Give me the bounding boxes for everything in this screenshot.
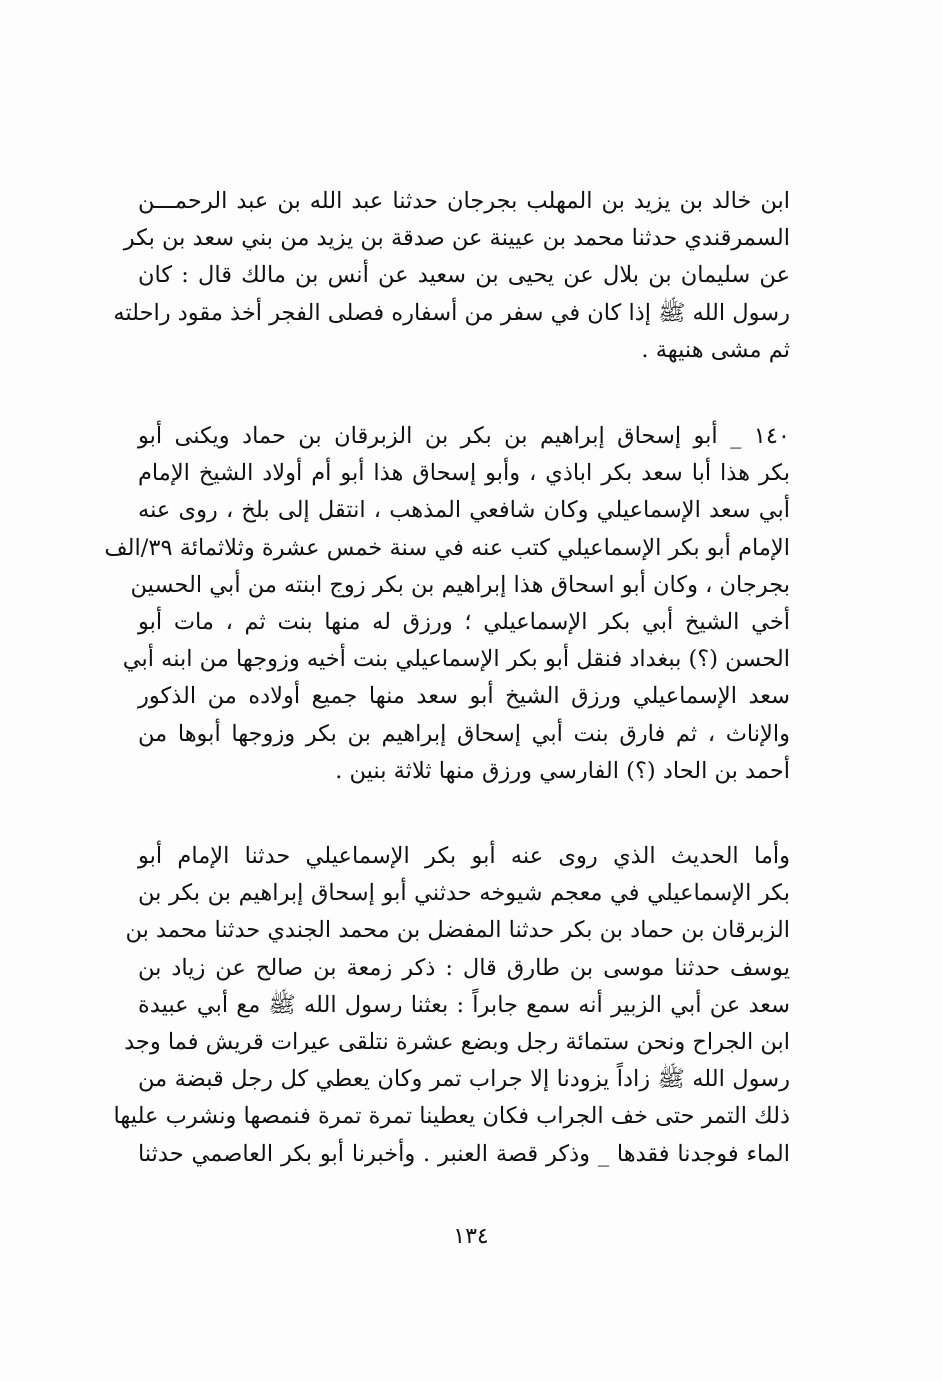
text-line: سعد عن أبي الزبير أنه سمع جابراً : بعثنا رسول الله ﷺ مع أبي عبيدة (138, 991, 790, 1018)
text-line: والإناث ، ثم فارق بنت أبي إسحاق إبراهيم بن بكر وزوجها أبوها من (138, 720, 790, 747)
text-line: سعد الإسماعيلي ورزق الشيخ أبو سعد منها جميع أولاده من الذكور (138, 683, 790, 710)
text-line: السمرقندي حدثنا محمد بن عيينة عن صدقة بن يزيد من بني سعد بن بكر (123, 225, 790, 252)
text-line: يوسف حدثنا موسى بن طارق قال : ذكر زمعة بن صالح عن زياد بن (138, 954, 790, 981)
text-line: ابن الجراح ونحن ستمائة رجل وبضع عشرة نتلقى عيرات قريش فما وجد (124, 1028, 790, 1055)
text-line: ثم مشى هنيهة . (641, 336, 790, 363)
text-line: الزبرقان بن حماد بن بكر حدثنا المفضل بن محمد الجندي حدثنا محمد بن (125, 917, 790, 944)
text-line: رسول الله ﷺ زاداً يزودنا إلا جراب تمر وكان يعطي كل رجل قبضة من (138, 1066, 790, 1093)
text-line: عن سليمان بن بلال عن يحيى بن سعيد عن أنس بن مالك قال : كان (138, 262, 790, 289)
text-line: بكر هذا أبا سعد بكر اباذي ، وأبو إسحاق هذا أبو أم أولاد الشيخ الإمام (138, 460, 790, 487)
text-line: بجرجان ، وكان أبو اسحاق هذا إبراهيم بن بكر زوج ابنته من أبي الحسين (130, 571, 790, 598)
text-line: أحمد بن الحاد (؟) الفارسي ورزق منها ثلاثة بنين . (335, 757, 790, 784)
text-line: الإمام أبو بكر الإسماعيلي كتب عنه في سنة خمس عشرة وثلاثمائة ٣٩/الف (104, 534, 790, 561)
page-number: ١٣٤ (453, 1224, 489, 1249)
paragraph-1 (113, 183, 790, 369)
text-line: ١٤٠ _ أبو إسحاق إبراهيم بن بكر بن الزبرقان بن حماد ويكنى أبو (138, 423, 790, 449)
text-line: بكر الإسماعيلي في معجم شيوخه حدثني أبو إسحاق إبراهيم بن بكر بن (138, 880, 790, 907)
text-line: وأما الحديث الذي روى عنه أبو بكر الإسماعيلي حدثنا الإمام أبو (138, 843, 790, 869)
paragraph-3 (113, 838, 790, 1173)
text-line: الحسن (؟) ببغداد فنقل أبو بكر الإسماعيلي بنت أخيه وزوجها من ابنه أبي (122, 646, 790, 673)
paragraph-2 (104, 418, 790, 790)
text-line: رسول الله ﷺ إذا كان في سفر من أسفاره فصلى الفجر أخذ مقود راحلته (113, 299, 790, 326)
text-line: الماء فوجدنا فقدها _ وذكر قصة العنبر . وأخبرنا أبو بكر العاصمي حدثنا (138, 1140, 790, 1167)
text-line: أخي الشيخ أبي بكر الإسماعيلي ؛ ورزق له منها بنت ثم ، مات أبو (138, 608, 790, 635)
text-line: ابن خالد بن يزيد بن المهلب بجرجان حدثنا عبد الله بن عبد الرحمـــن (138, 188, 790, 214)
text-line: أبي سعد الإسماعيلي وكان شافعي المذهب ، انتقل إلى بلخ ، روى عنه (138, 497, 790, 524)
text-line: ذلك التمر حتى خف الجراب فكان يعطينا تمرة تمرة فنمصها ونشرب عليها (113, 1103, 790, 1130)
